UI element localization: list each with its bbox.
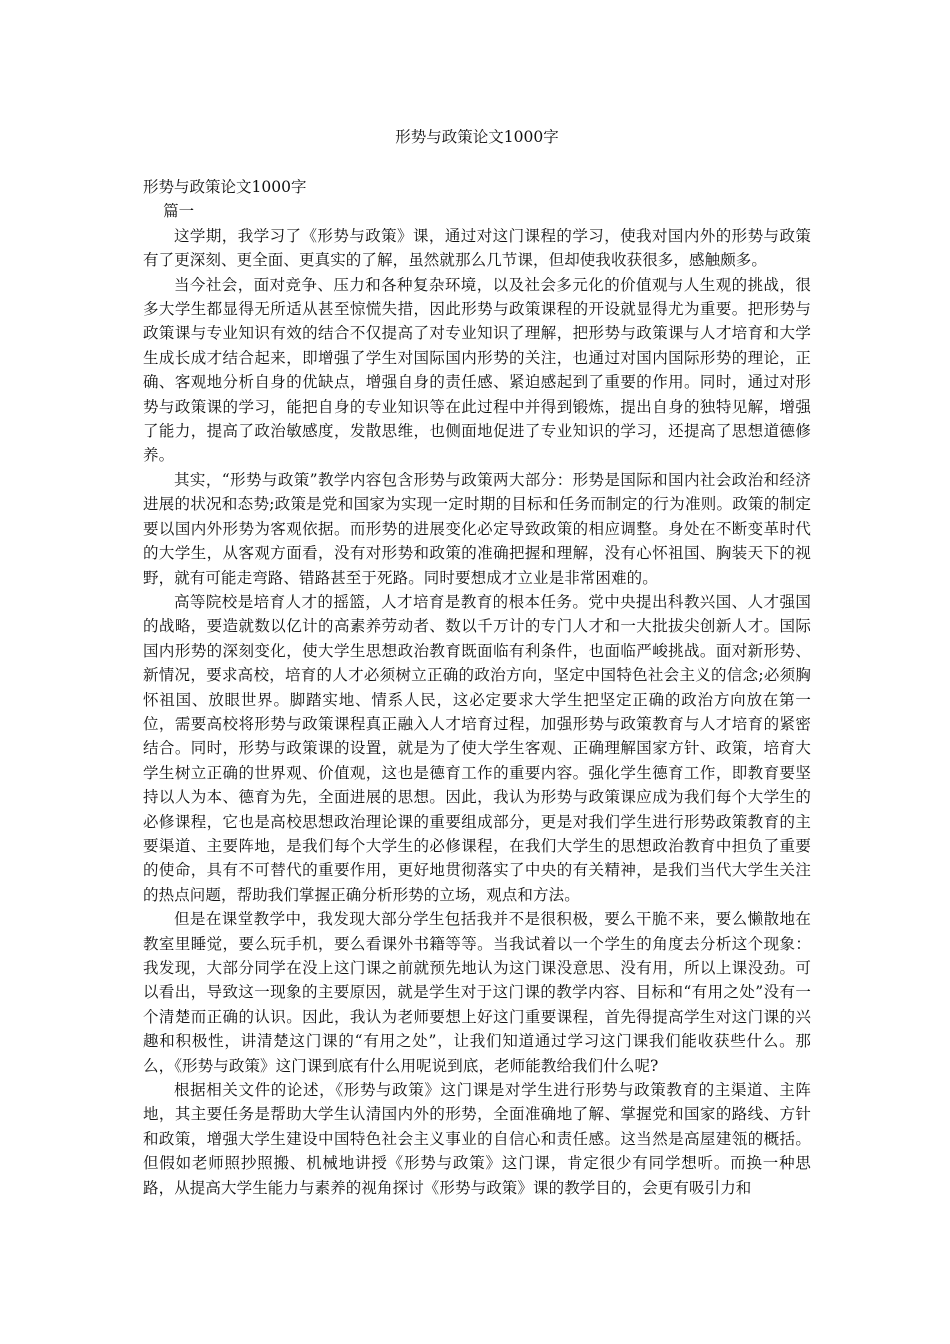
document-page	[143, 0, 811, 1344]
document-title: 形势与政策论文1000字	[395, 128, 559, 146]
section-label: 篇一	[163, 202, 195, 221]
document-subtitle: 形势与政策论文1000字	[143, 178, 307, 196]
document-body	[143, 175, 811, 1200]
paragraph-5: 但是在课堂教学中，我发现大部分学生包括我并不是很积极，要么干脆不来，要么懒散地在教室里睡觉，要么玩手机，要么看课外书籍等等。当我试着以一个学生的角度去分析这个现象：我发现，大部分同学在没上这门课之前就预先地认为这门课没意思、没有用，所以上课没劲。可以看出，导致这一现象的主要原因，就是学生对于这门课的教学内容、目标和“有用之处”没有一个清楚而正确的认识。因此，我认为老师要想上好这门重要课程，首先得提高学生对这门课的兴趣和积极性，讲清楚这门课的“有用之处”，让我们知道通过学习这门课我们能收获些什么。那么，《形势与政策》这门课到底有什么用呢说到底，老师能教给我们什么呢?	[143, 910, 811, 1075]
paragraph-2: 当今社会，面对竞争、压力和各种复杂环境，以及社会多元化的价值观与人生观的挑战，很多大学生都显得无所适从甚至惊慌失措，因此形势与政策课程的开设就显得尤为重要。把形势与政策课与专业知识有效的结合不仅提高了对专业知识了理解，把形势与政策课与人才培育和大学生成长成才结合起来，即增强了学生对国际国内形势的关注，也通过对国内国际形势的理论，正确、客观地分析自身的优缺点，增强自身的责任感、紧迫感起到了重要的作用。同时，通过对形势与政策课的学习，能把自身的专业知识等在此过程中并得到锻炼，提出自身的独特见解，增强了能力，提高了政治敏感度，发散思维，也侧面地促进了专业知识的学习，还提高了思想道德修养。	[143, 275, 811, 465]
paragraph-4: 高等院校是培育人才的摇篮，人才培育是教育的根本任务。党中央提出科教兴国、人才强国的战略，要造就数以亿计的高素养劳动者、数以千万计的专门人才和一大批拔尖创新人才。国际国内形势的深刻变化，使大学生思想政治教育既面临有利条件，也面临严峻挑战。面对新形势、新情况，要求高校，培育的人才必须树立正确的政治方向，坚定中国特色社会主义的信念;必须胸怀祖国、放眼世界。脚踏实地、情系人民，这必定要求大学生把坚定正确的政治方向放在第一位，需要高校将形势与政策课程真正融入人才培育过程，加强形势与政策教育与人才培育的紧密结合。同时，形势与政策课的设置，就是为了使大学生客观、正确理解国家方针、政策，培育大学生树立正确的世界观、价值观，这也是德育工作的重要内容。强化学生德育工作，即教育要坚持以人为本、德育为先，全面进展的思想。因此，我认为形势与政策课应成为我们每个大学生的必修课程，它也是高校思想政治理论课的重要组成部分，更是对我们学生进行形势政策教育的主要渠道、主要阵地，是我们每个大学生的必修课程，在我们大学生的思想政治教育中担负了重要的使命，具有不可替代的重要作用，更好地贯彻落实了中央的有关精神，是我们当代大学生关注的热点问题，帮助我们掌握正确分析形势的立场，观点和方法。	[143, 592, 811, 904]
paragraph-3: 其实，“形势与政策”教学内容包含形势与政策两大部分：形势是国际和国内社会政治和经济进展的状况和态势;政策是党和国家为实现一定时期的目标和任务而制定的行为准则。政策的制定要以国内外形势为客观依据。而形势的进展变化必定导致政策的相应调整。身处在不断变革时代的大学生，从客观方面看，没有对形势和政策的准确把握和理解，没有心怀祖国、胸装天下的视野，就有可能走弯路、错路甚至于死路。同时要想成才立业是非常困难的。	[143, 470, 811, 587]
paragraph-6: 根据相关文件的论述，《形势与政策》这门课是对学生进行形势与政策教育的主渠道、主阵地，其主要任务是帮助大学生认清国内外的形势，全面准确地了解、掌握党和国家的路线、方针和政策，增强大学生建设中国特色社会主义事业的自信心和责任感。这当然是高屋建瓴的概括。但假如老师照抄照搬、机械地讲授《形势与政策》这门课，肯定很少有同学想听。而换一种思路，从提高大学生能力与素养的视角探讨《形势与政策》课的教学目的，会更有吸引力和	[143, 1081, 811, 1197]
paragraph-1: 这学期，我学习了《形势与政策》课，通过对这门课程的学习，使我对国内外的形势与政策有了更深刻、更全面、更真实的了解，虽然就那么几节课，但却使我收获很多，感触颇多。	[143, 226, 811, 270]
